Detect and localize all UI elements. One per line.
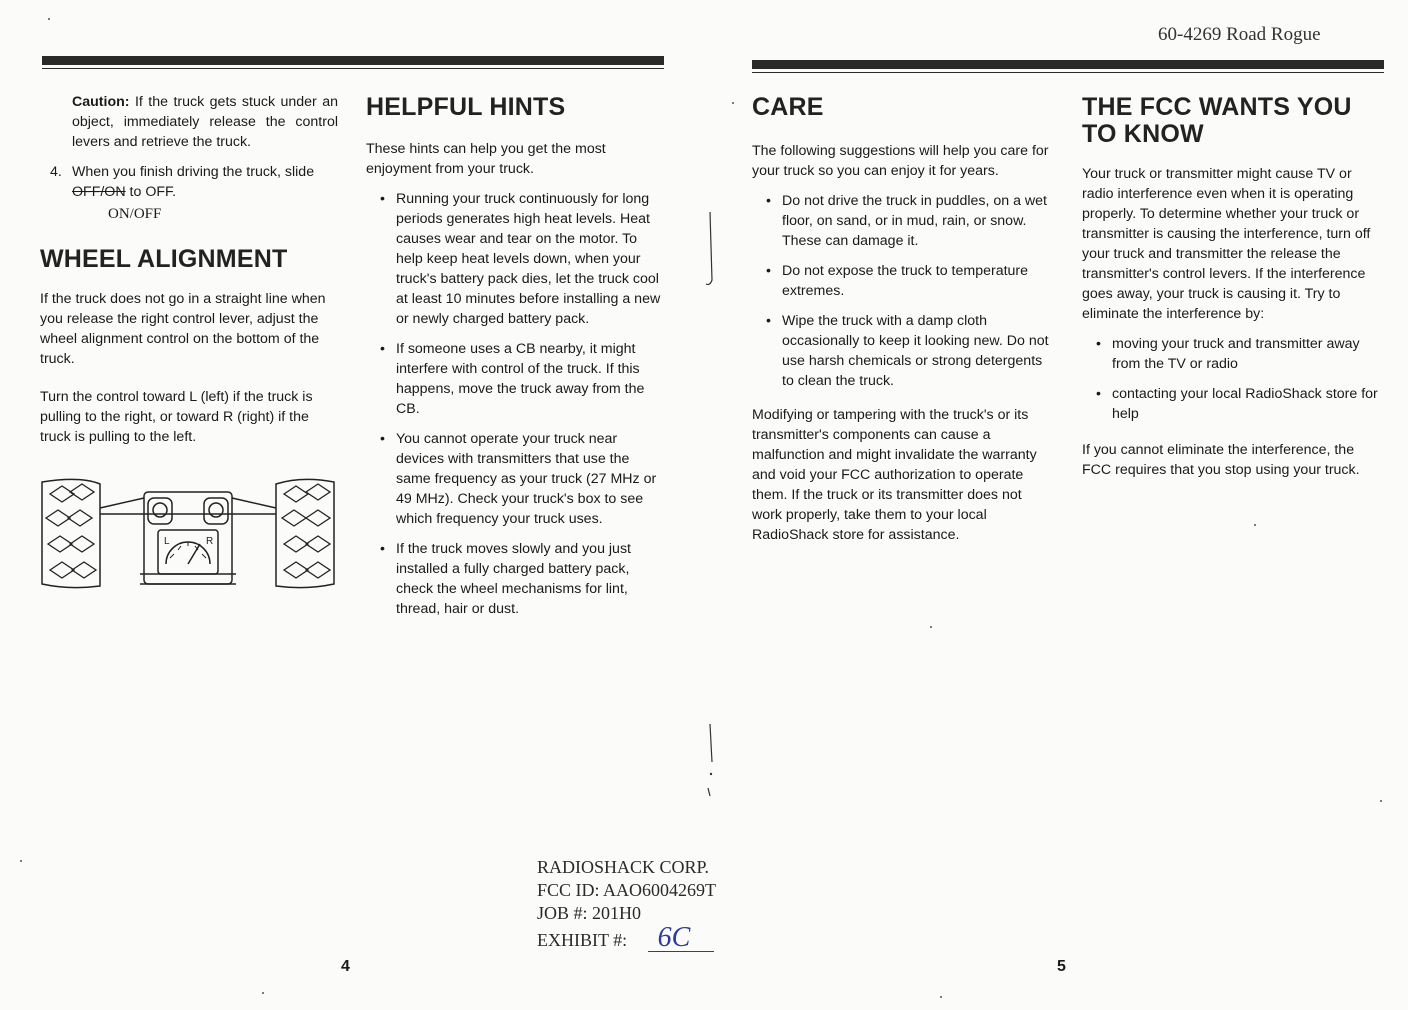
stamp-fcc-id: FCC ID: AAO6004269T: [537, 880, 717, 900]
step-4-text-before: When you finish driving the truck, slide: [72, 164, 315, 180]
fcc-closing: If you cannot eliminate the interference, the FCC requires that you stop using your truck.: [1082, 442, 1360, 478]
page-number-right: 5: [1057, 958, 1066, 975]
scan-speck: [20, 860, 22, 862]
helpful-hints-list: [366, 189, 664, 619]
right-column-2: [1082, 94, 1382, 490]
care-list: [752, 191, 1052, 391]
list-item: • If someone uses a CB nearby, it might interfere with control of the truck. If this happens, move the truck away from the CB.: [380, 341, 645, 417]
step-4-struck-text: OFF/ON: [72, 184, 126, 200]
wheel-alignment-title: WHEEL ALIGNMENT: [40, 245, 288, 273]
fcc-intro: Your truck or transmitter might cause TV or radio interference even when it is operating properly. To determine whether your truck or transmitter is causing the interference, turn off your truck and transmitter the release the transmitter's control levers. If the interference goes away, your truck is causing it. Try to eliminate the interference by:: [1082, 166, 1371, 322]
caution-note: [40, 92, 338, 152]
stamp-exhibit-label: EXHIBIT #:: [537, 930, 628, 950]
list-item: • You cannot operate your truck near devices with transmitters that use the same frequency as your truck (27 MHz or 49 MHz). Check your truck's box to see which frequency your truck uses.: [380, 431, 657, 527]
wheel-alignment-diagram: [40, 474, 336, 592]
wheel-alignment-para-1: If the truck does not go in a straight line when you release the right control lever, adjust the wheel alignment control on the bottom of the truck.: [40, 291, 326, 367]
right-column-1: [752, 94, 1052, 555]
model-header: 60-4269 Road Rogue: [1158, 24, 1321, 45]
list-item: • Running your truck continuously for long periods generates high heat levels. Heat causes wear and tear on the motor. To help keep heat levels down, when your truck's battery pack dies, let the truck cool at least 10 minutes before installing a new or newly charged battery pack.: [380, 191, 661, 327]
right-tire-tread: [282, 484, 330, 578]
exhibit-stamp: [537, 856, 716, 952]
stamp-company: RADIOSHACK CORP.: [537, 857, 710, 877]
right-page-top-rule: [752, 60, 1384, 69]
list-item: • moving your truck and transmitter away from the TV or radio: [1096, 336, 1360, 372]
left-column-1: [40, 92, 338, 457]
helpful-hints-intro: These hints can help you get the most enjoyment from your truck.: [366, 141, 606, 177]
list-item: • Do not expose the truck to temperature extremes.: [766, 263, 1029, 299]
list-item: • Wipe the truck with a damp cloth occasionally to keep it looking new. Do not use harsh chemicals or strong detergents to clean the truck.: [766, 313, 1049, 389]
margin-scribble: [700, 210, 720, 290]
page-number-left: 4: [341, 958, 350, 975]
stamp-exhibit-value: 6C: [648, 925, 715, 952]
left-page-top-rule: [42, 56, 664, 65]
step-4: [40, 162, 338, 202]
scan-speck: [48, 18, 50, 20]
fcc-title: THE FCC WANTS YOU TO KNOW: [1082, 93, 1352, 148]
left-tire-tread: [46, 484, 96, 578]
list-item: • contacting your local RadioShack store for help: [1096, 386, 1378, 422]
chassis-body: [144, 492, 232, 584]
scan-speck: [1380, 800, 1382, 802]
fcc-list: [1082, 334, 1382, 424]
scan-speck: [732, 102, 734, 104]
care-intro: The following suggestions will help you care for your truck so you can enjoy it for years.: [752, 143, 1049, 179]
scan-speck: [940, 996, 942, 998]
scan-speck: [1254, 524, 1256, 526]
care-closing: Modifying or tampering with the truck's or its transmitter's components can cause a malfunction and might invalidate the warranty and void your FCC authorization to operate them. If the truck or its transmitter does not work properly, take them to your local RadioShack store for assistance.: [752, 407, 1037, 543]
diagram-label-right: R: [206, 536, 214, 547]
scan-speck: [262, 992, 264, 994]
wheel-alignment-para-2: Turn the control toward L (left) if the truck is pulling to the right, or toward R (right) if the truck is pulling to the left.: [40, 389, 313, 445]
caution-label: Caution:: [72, 94, 130, 110]
list-item: • Do not drive the truck in puddles, on a wet floor, on sand, or in mud, rain, or snow. These can damage it.: [766, 193, 1047, 249]
left-column-2: [366, 94, 664, 629]
diagram-label-left: L: [164, 536, 170, 547]
stamp-exhibit: [537, 922, 716, 953]
step-4-number: 4.: [50, 164, 62, 180]
care-title: CARE: [752, 93, 824, 121]
helpful-hints-title: HELPFUL HINTS: [366, 93, 566, 121]
list-item: • If the truck moves slowly and you just installed a fully charged battery pack, check the wheel mechanisms for lint, thread, hair or dust.: [380, 541, 631, 617]
right-page-top-rule-thin: [752, 72, 1384, 73]
step-4-text-after: to OFF.: [129, 184, 177, 200]
left-page-top-rule-thin: [42, 68, 664, 69]
handwritten-correction: ON/OFF: [108, 206, 162, 222]
stamp-job: JOB #: 201H0: [537, 903, 642, 923]
caution-text: If the truck gets stuck under an object, immediately release the control levers and retrieve the truck.: [72, 94, 338, 150]
margin-scribble-lower: [700, 722, 720, 798]
scan-speck: [930, 626, 932, 628]
